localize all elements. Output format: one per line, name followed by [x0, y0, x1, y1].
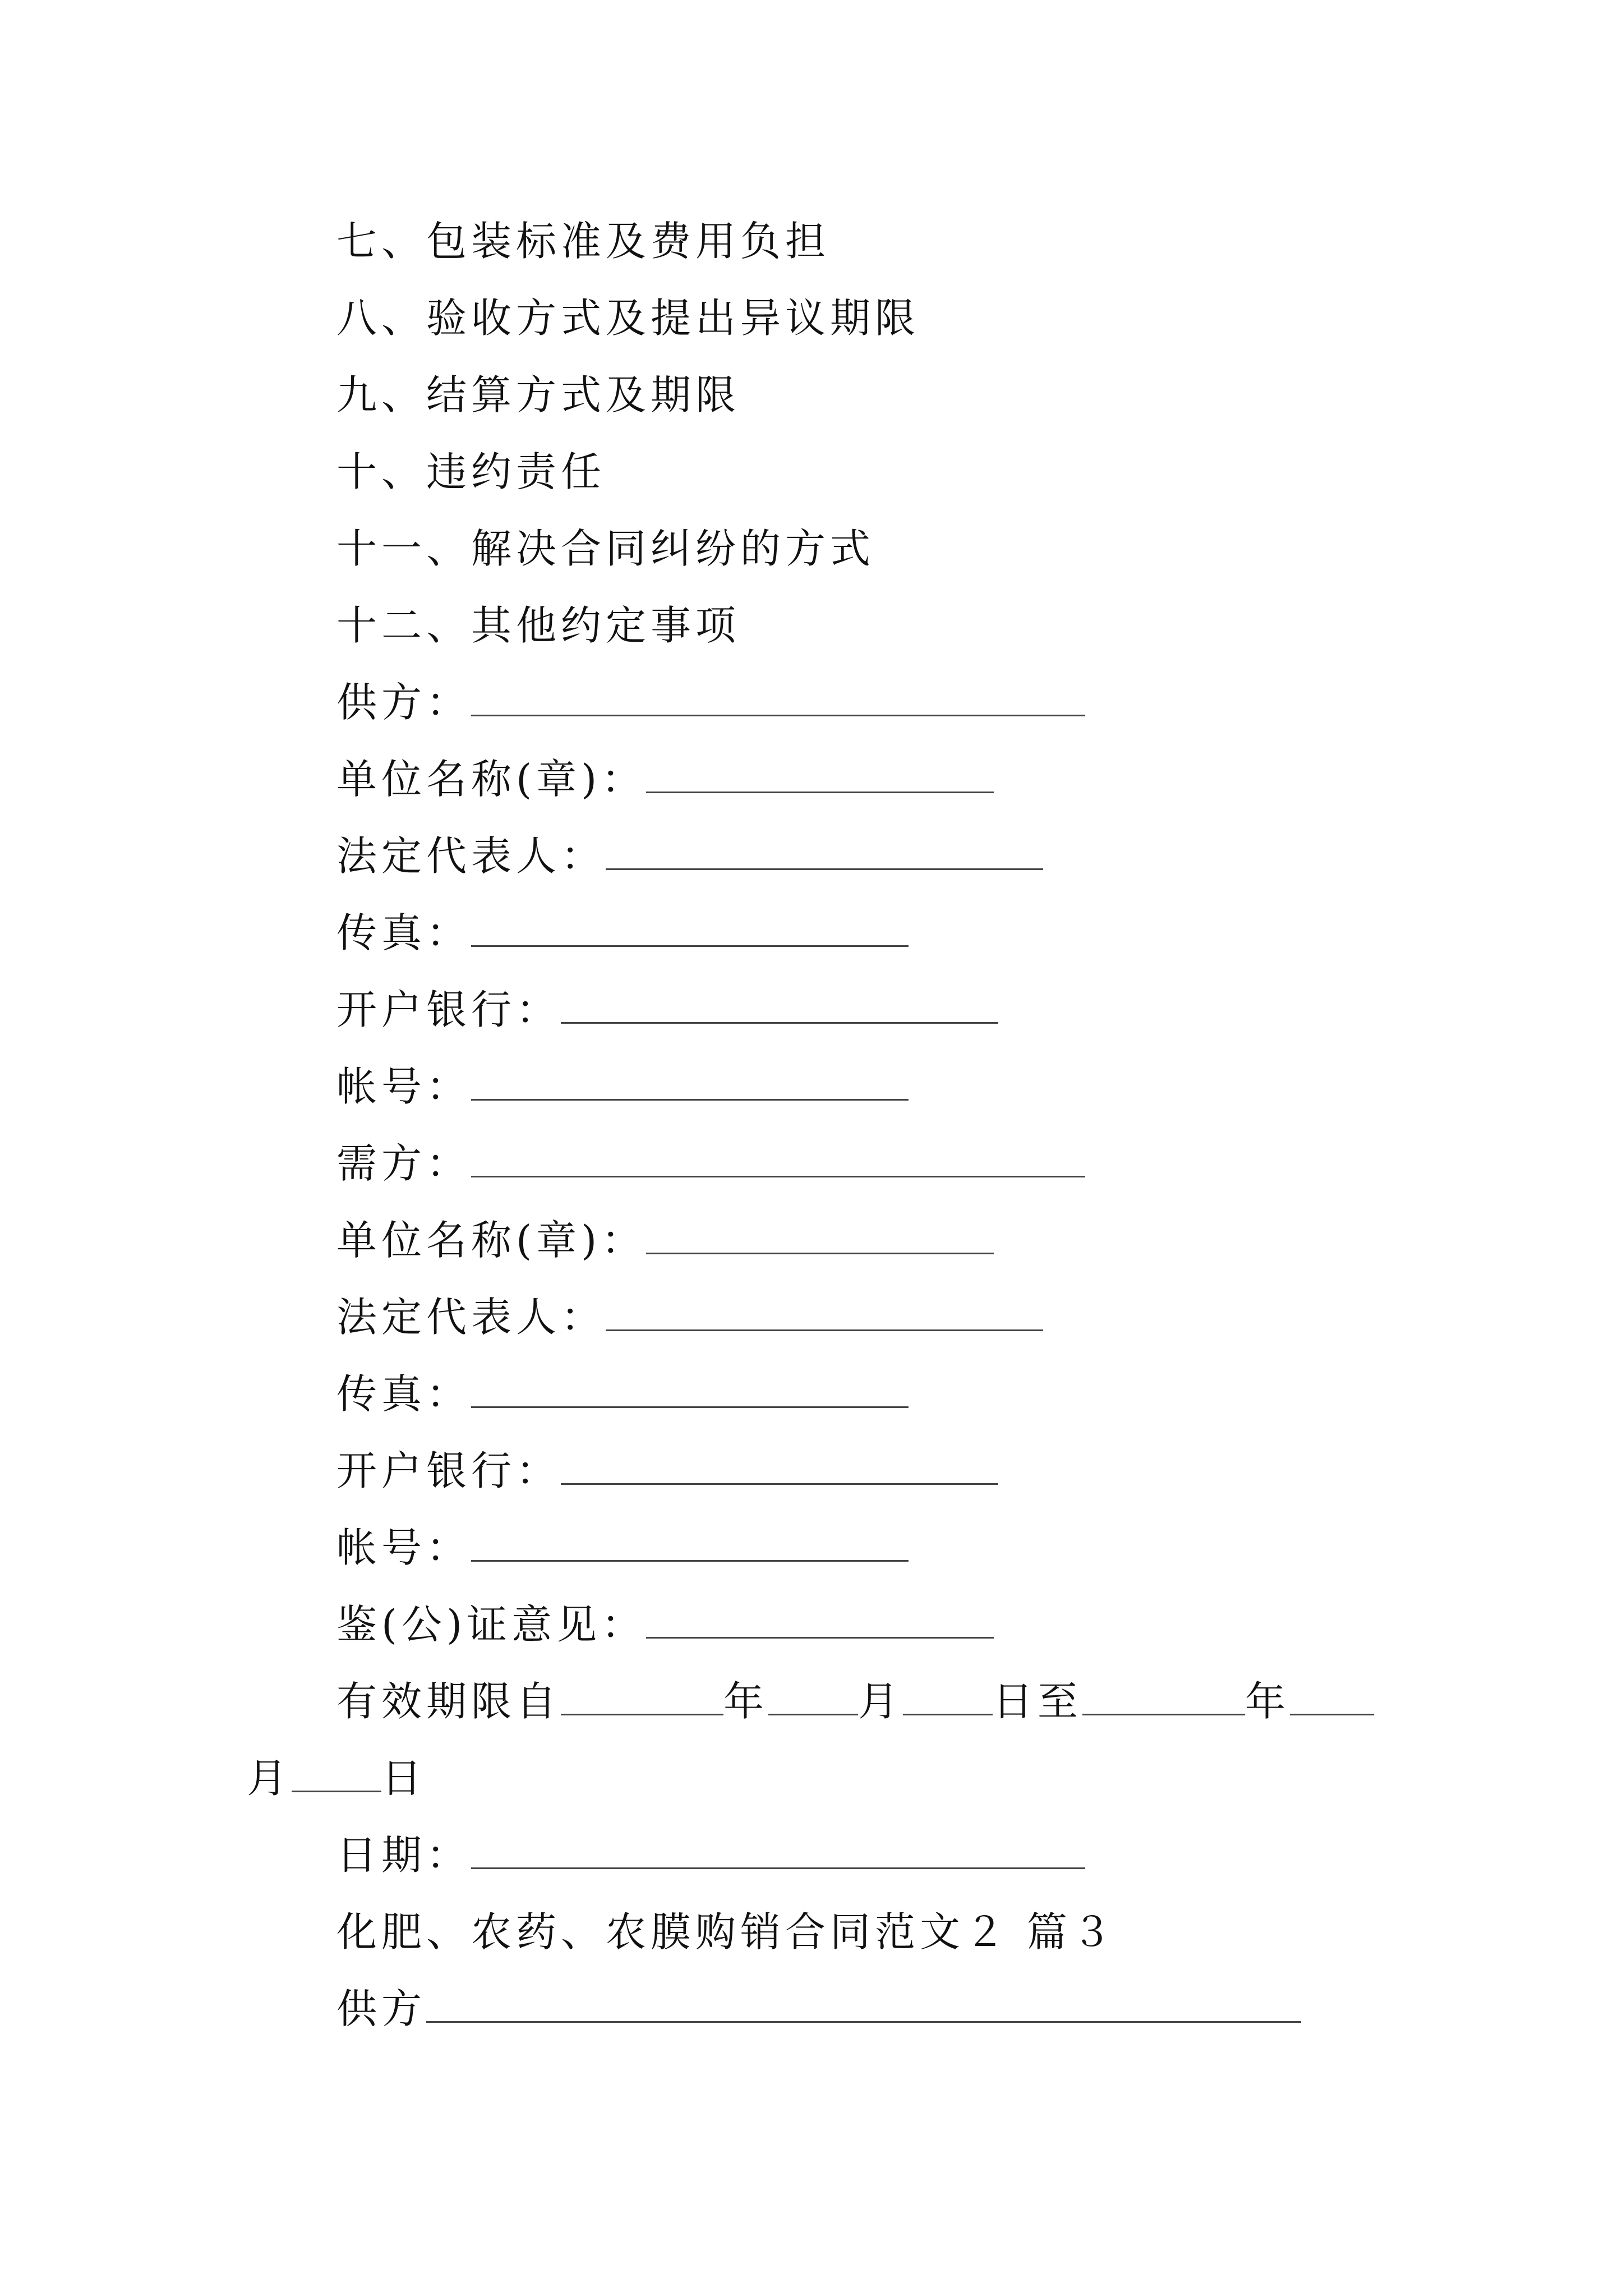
supplier-fax-line — [336, 908, 909, 958]
supplier-bank-blank[interactable] — [561, 985, 998, 1024]
validity-end-year-blank[interactable] — [1082, 1677, 1245, 1715]
next-section-title: 化肥、农药、农膜购销合同范文２ 篇３ — [336, 1908, 1117, 1955]
buyer-unit-label: 单位名称(章)： — [336, 1217, 647, 1264]
buyer-rep-label: 法定代表人： — [336, 1294, 606, 1341]
date-blank[interactable] — [471, 1830, 1085, 1869]
supplier-blank[interactable] — [471, 678, 1085, 716]
supplier-unit-label: 单位名称(章)： — [336, 756, 647, 803]
next-supplier-label: 供方 — [336, 1985, 427, 2032]
supplier-fax-blank[interactable] — [471, 908, 909, 947]
buyer-unit-blank[interactable] — [646, 1216, 994, 1254]
notary-blank[interactable] — [646, 1600, 994, 1639]
supplier-unit-blank[interactable] — [646, 754, 994, 793]
supplier-rep-line — [336, 831, 1043, 881]
clause-10: 十、违约责任 — [336, 448, 606, 495]
validity-start-month-blank[interactable] — [768, 1677, 858, 1715]
supplier-account-label: 帐号： — [336, 1063, 472, 1110]
validity-end-year-label: 年 — [1245, 1678, 1290, 1725]
validity-prefix: 有效期限自 — [336, 1678, 561, 1725]
supplier-fax-label: 传真： — [336, 909, 472, 956]
buyer-blank[interactable] — [471, 1139, 1085, 1177]
validity-line — [336, 1676, 1374, 1727]
buyer-line — [336, 1138, 1085, 1189]
validity-end-month-blank[interactable] — [1290, 1677, 1374, 1715]
supplier-account-line — [336, 1061, 909, 1112]
buyer-bank-line — [336, 1446, 998, 1496]
next-supplier-blank[interactable] — [426, 1984, 1301, 2023]
date-line — [336, 1830, 1085, 1880]
validity-cont-line — [247, 1753, 426, 1803]
buyer-account-line — [336, 1522, 909, 1573]
buyer-bank-label: 开户银行： — [336, 1447, 561, 1494]
validity-start-day-blank[interactable] — [903, 1677, 993, 1715]
validity-end-month-label: 月 — [247, 1755, 292, 1802]
buyer-rep-blank[interactable] — [606, 1292, 1043, 1331]
buyer-rep-line — [336, 1292, 1043, 1342]
supplier-bank-label: 开户银行： — [336, 986, 561, 1033]
clause-12: 十二、其他约定事项 — [336, 602, 741, 649]
supplier-label: 供方： — [336, 679, 472, 726]
supplier-rep-label: 法定代表人： — [336, 832, 606, 880]
clause-9: 九、结算方式及期限 — [336, 371, 741, 418]
supplier-unit-line — [336, 754, 994, 804]
validity-year-label: 年 — [723, 1678, 769, 1725]
date-label: 日期： — [336, 1832, 472, 1879]
clause-8: 八、验收方式及提出异议期限 — [336, 295, 920, 342]
buyer-fax-blank[interactable] — [471, 1369, 909, 1408]
next-supplier-line — [336, 1984, 1301, 2034]
buyer-fax-line — [336, 1369, 909, 1419]
buyer-bank-blank[interactable] — [561, 1446, 998, 1485]
buyer-account-label: 帐号： — [336, 1524, 472, 1571]
supplier-bank-line — [336, 984, 998, 1035]
buyer-fax-label: 传真： — [336, 1370, 472, 1418]
notary-line — [336, 1599, 994, 1650]
validity-to-label: 日至 — [993, 1678, 1083, 1725]
buyer-unit-line — [336, 1215, 994, 1266]
supplier-line — [336, 677, 1085, 728]
validity-month-label: 月 — [858, 1678, 903, 1725]
buyer-label: 需方： — [336, 1140, 472, 1187]
validity-start-year-blank[interactable] — [561, 1677, 723, 1715]
supplier-account-blank[interactable] — [471, 1062, 909, 1101]
clause-11: 十一、解决合同纠纷的方式 — [336, 525, 875, 572]
validity-end-day-blank[interactable] — [292, 1754, 381, 1792]
supplier-rep-blank[interactable] — [606, 831, 1043, 870]
notary-label: 鉴(公)证意见： — [336, 1601, 647, 1648]
clause-7: 七、包装标准及费用负担 — [336, 218, 831, 265]
validity-end-day-label: 日 — [381, 1755, 427, 1802]
buyer-account-blank[interactable] — [471, 1523, 909, 1562]
